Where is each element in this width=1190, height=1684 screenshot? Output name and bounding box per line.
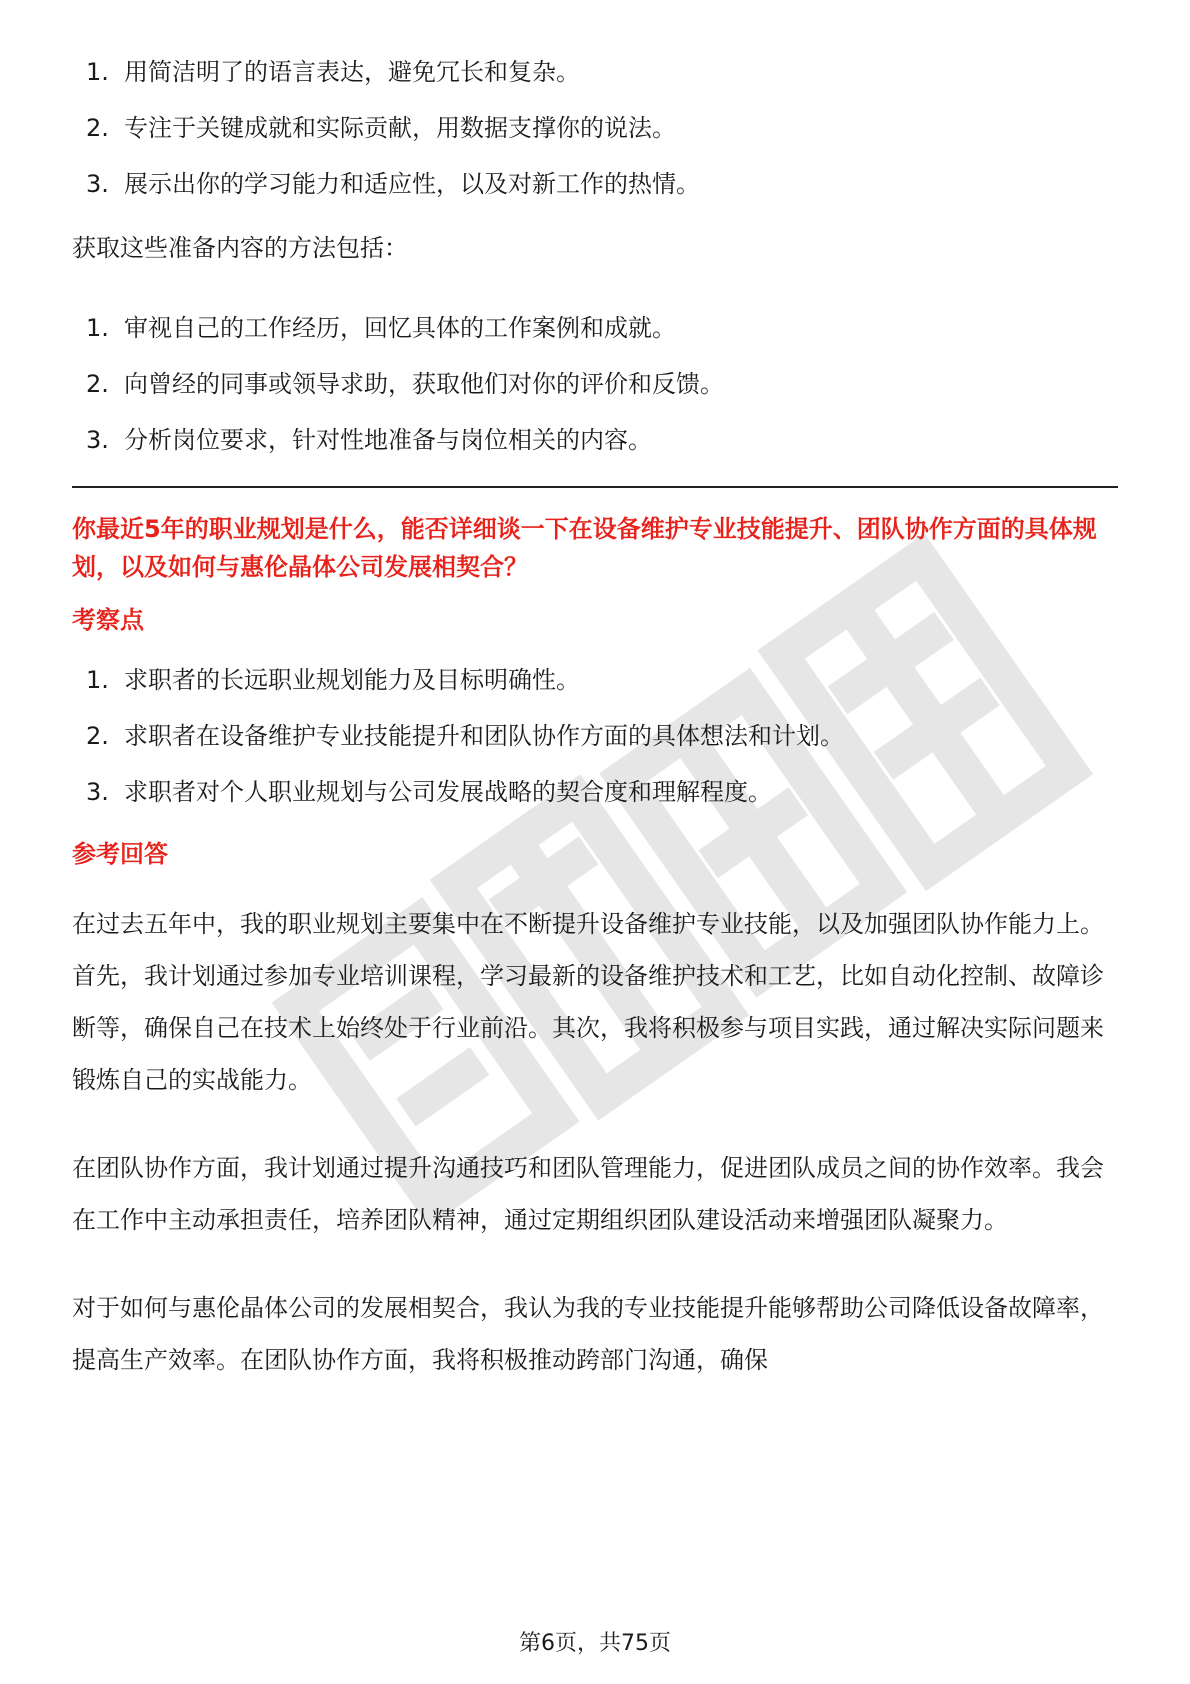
answer-paragraph: 在过去五年中，我的职业规划主要集中在不断提升设备维护专业技能，以及加强团队协作能力上。首先，我计划通过参加专业培训课程，学习最新的设备维护技术和工艺，比如自动化控制、故障诊断等，确保自己在技术上始终处于行业前沿。其次，我将积极参与项目实践，通过解决实际问题来锻炼自己的实战能力。: [72, 910, 1104, 1094]
answer-paragraph: 在团队协作方面，我计划通过提升沟通技巧和团队管理能力，促进团队成员之间的协作效率。我会在工作中主动承担责任，培养团队精神，通过定期组织团队建设活动来增强团队凝聚力。: [72, 1154, 1104, 1234]
list-item: 3. 分析岗位要求，针对性地准备与岗位相关的内容。: [86, 426, 652, 454]
list-item: 3. 求职者对个人职业规划与公司发展战略的契合度和理解程度。: [86, 778, 772, 806]
page-footer: 第6页，共75页: [519, 1631, 671, 1656]
content-area: [72, 56, 1118, 1386]
list-item: 1. 求职者的长远职业规划能力及目标明确性。: [86, 666, 580, 694]
answer-heading: 参考回答: [72, 840, 168, 868]
list-item: 1. 审视自己的工作经历，回忆具体的工作案例和成就。: [86, 314, 676, 342]
list-item: 3. 展示出你的学习能力和适应性，以及对新工作的热情。: [86, 170, 700, 198]
interview-question: 你最近5年的职业规划是什么，能否详细谈一下在设备维护专业技能提升、团队协作方面的具体规划，以及如何与惠伦晶体公司发展相契合？: [72, 515, 1097, 581]
list-item: 2. 向曾经的同事或领导求助，获取他们对你的评价和反馈。: [86, 370, 724, 398]
section-divider: [72, 486, 1118, 488]
methods-list: [72, 312, 1118, 456]
list-item: 2. 专注于关键成就和实际贡献，用数据支撑你的说法。: [86, 114, 676, 142]
list-item: 2. 求职者在设备维护专业技能提升和团队协作方面的具体想法和计划。: [86, 722, 844, 750]
list-item: 1. 用简洁明了的语言表达，避免冗长和复杂。: [86, 58, 580, 86]
inspection-list: [72, 664, 1118, 808]
tips-list: [72, 56, 1118, 200]
methods-intro: 获取这些准备内容的方法包括：: [72, 234, 408, 262]
inspection-heading: 考察点: [72, 606, 144, 634]
answer-paragraph: 对于如何与惠伦晶体公司的发展相契合，我认为我的专业技能提升能够帮助公司降低设备故障率，提高生产效率。在团队协作方面，我将积极推动跨部门沟通，确保: [72, 1294, 1104, 1374]
